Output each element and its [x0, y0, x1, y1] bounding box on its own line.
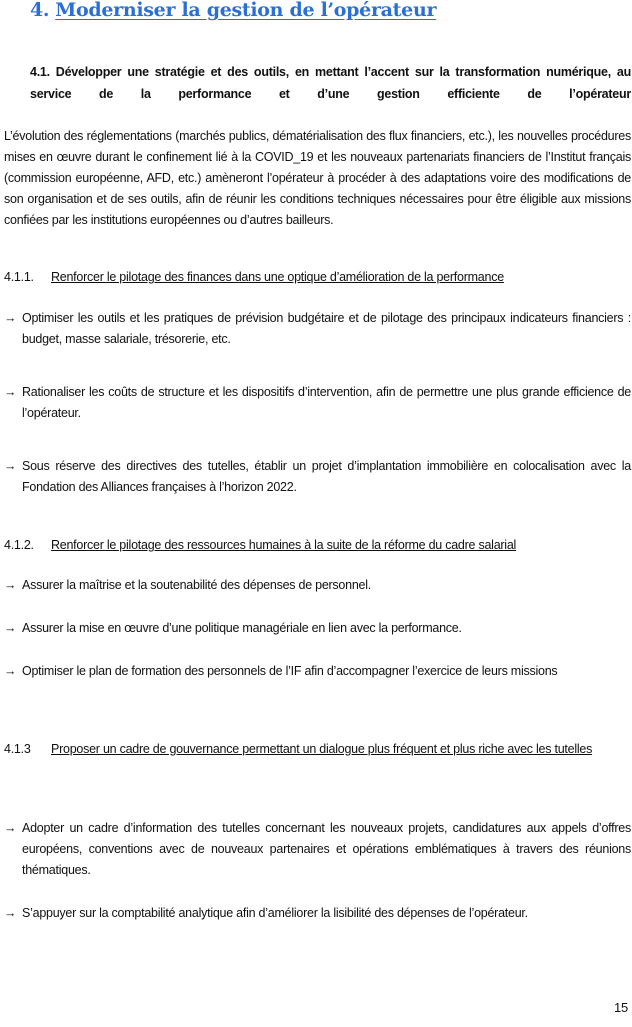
arrow-icon: → — [4, 906, 17, 920]
intro-paragraph: L’évolution des réglementations (marchés publics, dématérialisation des flux financiers, etc.), les nouvelles procédures mises en œuvre durant le confinement lié à la COVID_19 et les nouveaux partenariats financiers de l’Institut français (commission européenne, AFD, etc.) amèneront l’opérateur à procéder à des adaptations voire des modifications de son organisation et de ses outils, afin de réunir les conditions techniques nécessaires pour être éligible aux missions confiées par les institutions européennes ou d’autres bailleurs. — [4, 129, 631, 227]
list-item-text: Assurer la mise en œuvre d’une politique managériale en lien avec la performance. — [22, 621, 462, 635]
list-item — [4, 456, 631, 498]
section-title[interactable]: Moderniser la gestion de l’opérateur — [55, 0, 437, 21]
heading-title: Renforcer le pilotage des ressources humaines à la suite de la réforme du cadre salarial — [51, 538, 517, 552]
list-item — [4, 818, 631, 881]
heading-number: 4.1.1. — [4, 270, 34, 284]
arrow-icon: → — [4, 385, 17, 399]
heading-4-1-3 — [4, 739, 618, 760]
list-item-text: Optimiser le plan de formation des personnels de l’IF afin d’accompagner l’exercice de leurs missions — [22, 664, 558, 678]
arrow-icon: → — [4, 311, 17, 325]
arrow-icon: → — [4, 578, 17, 592]
list-item-text: Assurer la maîtrise et la soutenabilité des dépenses de personnel. — [22, 578, 371, 592]
list-item — [4, 308, 631, 350]
list-item — [4, 382, 631, 424]
subsection-heading: 4.1. Développer une stratégie et des outils, en mettant l’accent sur la transformation numérique, au service de la performance et d’une gestion efficiente de l’opérateur — [30, 65, 631, 101]
heading-title: Proposer un cadre de gouvernance permettant un dialogue plus fréquent et plus riche avec les tutelles — [51, 742, 593, 756]
list-item-text: Sous réserve des directives des tutelles, établir un projet d’implantation immobilière en colocalisation avec la Fondation des Alliances françaises à l’horizon 2022. — [22, 459, 631, 494]
section-heading — [30, 0, 436, 21]
list-item — [4, 661, 631, 682]
heading-4-1-1 — [4, 267, 624, 288]
list-item — [4, 903, 631, 924]
heading-number: 4.1.3 — [4, 742, 31, 756]
list-item — [4, 575, 631, 596]
page-number: 15 — [614, 1000, 628, 1015]
list-item-text: Optimiser les outils et les pratiques de prévision budgétaire et de pilotage des principaux indicateurs financiers : budget, masse salariale, trésorerie, etc. — [22, 311, 631, 346]
arrow-icon: → — [4, 821, 17, 835]
heading-title: Renforcer le pilotage des finances dans une optique d’amélioration de la performance — [51, 270, 504, 284]
list-item — [4, 618, 631, 639]
list-item-text: Rationaliser les coûts de structure et les dispositifs d’intervention, afin de permettre une plus grande efficience de l’opérateur. — [22, 385, 631, 420]
section-number: 4. — [30, 0, 50, 21]
arrow-icon: → — [4, 664, 17, 678]
heading-4-1-2 — [4, 535, 624, 556]
heading-number: 4.1.2. — [4, 538, 34, 552]
list-item-text: Adopter un cadre d’information des tutelles concernant les nouveaux projets, candidatures aux appels d’offres européens, conventions avec de nouveaux partenaires et opérations emblématiques à travers des réunions thématiques. — [22, 821, 631, 877]
arrow-icon: → — [4, 621, 17, 635]
arrow-icon: → — [4, 459, 17, 473]
list-item-text: S’appuyer sur la comptabilité analytique afin d’améliorer la lisibilité des dépenses de l’opérateur. — [22, 906, 528, 920]
